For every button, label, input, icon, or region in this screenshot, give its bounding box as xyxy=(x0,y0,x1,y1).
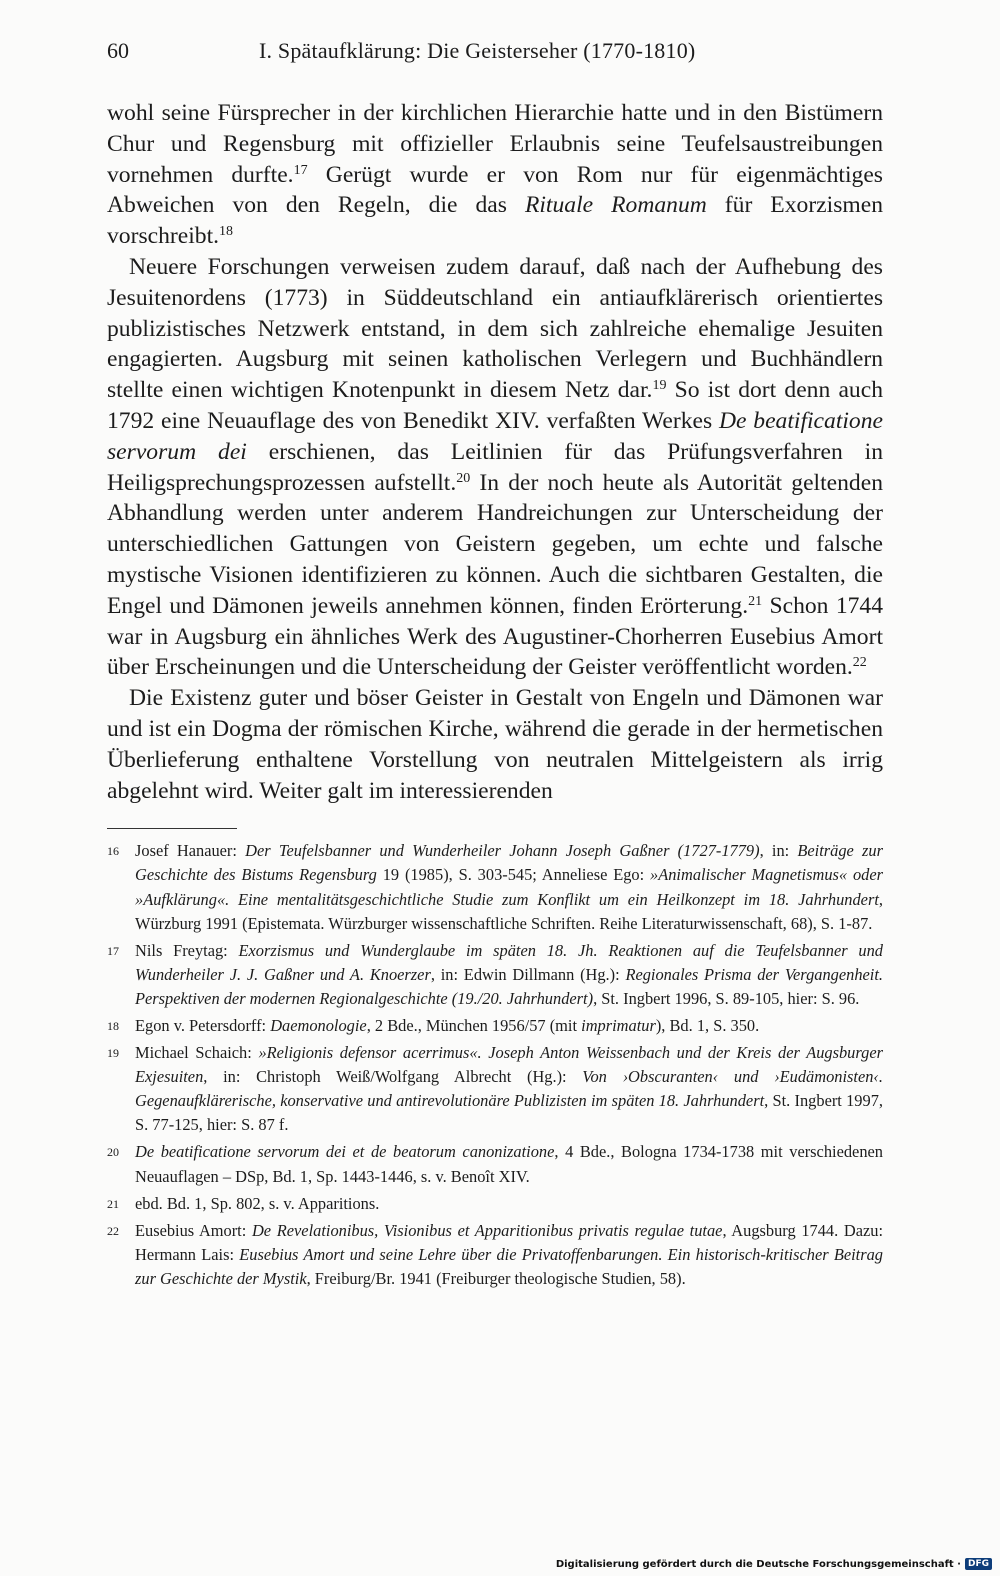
text-run: 19 (1985), S. 303-545; Anneliese Ego: xyxy=(376,865,651,885)
footnotes xyxy=(107,839,883,1291)
text-run: erschienen, das Leitlinien für das Prüfungsverfahren in Heiligsprechungsprozessen aufstellt. xyxy=(107,438,883,496)
text-run: , Würzburg 1991 (Epistemata. Würzburger wissenschaftliche Schriften. Reihe Literaturwissenschaft, 68), S. 1-87. xyxy=(135,889,883,933)
text-run: , 4 Bde., Bologna 1734-1738 mit verschiedenen Neuauflagen – DSp, Bd. 1, Sp. 1443-1446, s. v. Benoît XIV. xyxy=(135,1142,883,1186)
italic-title: De Revelationibus, Visionibus et Apparitionibus privatis regulae tutae xyxy=(251,1220,723,1240)
book-page xyxy=(107,30,883,1294)
text-run: Egon v. Petersdorff: xyxy=(135,1015,271,1035)
footnote-number: 19 xyxy=(107,1046,119,1061)
text-run: für Exorzismen vorschreibt. xyxy=(107,192,883,250)
footnote-22 xyxy=(107,1219,883,1291)
text-run: Josef Hanauer: xyxy=(135,841,246,861)
italic-title: De beatificatione servorum dei xyxy=(107,407,884,465)
text-run: Nils Freytag: xyxy=(135,940,239,960)
paragraph-3: Die Existenz guter und böser Geister in Gestalt von Engeln und Dämonen war und ist ein Dogma der römischen Kirche, während die gerade in der hermetischen Überlieferung enthaltene Vorstellung von neutralen Mittelgeistern als irrig abgelehnt wird. Weiter galt im interessierenden xyxy=(107,685,883,804)
italic-title: »Religionis defensor acerrimus«. Joseph Anton Weissenbach und der Kreis der Augsburger Exjesuiten xyxy=(135,1043,883,1087)
footnote-ref[interactable]: 18 xyxy=(219,224,234,240)
text-run: , in: Christoph Weiß/Wolfgang Albrecht (Hg.): xyxy=(203,1067,583,1087)
text-run: wohl seine Fürsprecher in der kirchlichen Hierarchie hatte und in den Bistümern Chur und Regensburg mit offizieller Erlaubnis seine Teufelsaustreibungen vornehmen durfte. xyxy=(107,100,883,188)
digitization-credit xyxy=(556,1556,992,1572)
text-run: Michael Schaich: xyxy=(135,1043,259,1063)
text-run: , St. Ingbert 1997, S. 77-125, hier: S. 87 f. xyxy=(135,1091,883,1135)
italic-title: »Animalischer Magnetismus« oder »Aufklärung«. Eine mentalitätsgeschichtliche Studie zum Konflikt um ein Heilkonzept im 18. Jahrhundert xyxy=(135,865,883,909)
italic-title: Von ›Obscuranten‹ und ›Eudämonisten‹. Gegenaufklärerische, konservative und antirevolutionäre Publizisten im späten 18. Jahrhundert xyxy=(135,1067,883,1111)
text-run: , St. Ingbert 1996, S. 89-105, hier: S. 96. xyxy=(593,988,860,1008)
credit-text: Digitalisierung gefördert durch die Deutsche Forschungsgemeinschaft · xyxy=(555,1558,961,1570)
italic-title: imprimatur xyxy=(581,1015,656,1035)
text-run: , in: Edwin Dillmann (Hg.): xyxy=(430,964,626,984)
paragraph-1 xyxy=(107,98,883,252)
footnote-number: 22 xyxy=(107,1223,119,1238)
footnote-separator xyxy=(107,828,237,829)
footnote-21 xyxy=(107,1192,883,1216)
footnote-number: 18 xyxy=(107,1018,119,1033)
footnote-16 xyxy=(107,839,883,935)
footnote-ref[interactable]: 17 xyxy=(293,162,308,178)
text-run: So ist dort denn auch 1792 eine Neuauflage des von Benedikt XIV. verfaßten Werkes xyxy=(107,377,883,434)
footnote-number: 17 xyxy=(107,943,119,958)
italic-title: Beiträge zur Geschichte des Bistums Regensburg xyxy=(135,841,883,885)
running-title: I. Spätaufklärung: Die Geisterseher (1770-1810) xyxy=(259,38,696,63)
text-run: Schon 1744 war in Augsburg ein ähnliches Werk des Augustiner-Chorherren Eusebius Amort über Erscheinungen und die Unterscheidung der Geister veröffentlicht worden. xyxy=(107,592,883,681)
italic-title: Der Teufelsbanner und Wunderheiler Johann Joseph Gaßner (1727-1779) xyxy=(245,841,760,861)
text-run: , Augsburg 1744. Dazu: Hermann Lais: xyxy=(135,1220,884,1264)
text-run: , 2 Bde., München 1956/57 (mit xyxy=(366,1015,582,1035)
italic-title: De beatificatione servorum dei et de beatorum canonizatione xyxy=(135,1142,555,1162)
text-run: Neuere Forschungen verweisen zudem darauf, daß nach der Aufhebung des Jesuitenordens (1773) in Süddeutschland ein antiaufklärerisch orientiertes publizistisches Netzwerk entstand, in dem sich zahlreiche ehemalige Jesuiten engagierten. Augsburg mit seinen katholischen Verlegern und Buchhändlern stellte einen wichtigen Knotenpunkt in diesem Netz dar. xyxy=(107,253,883,404)
footnote-18 xyxy=(107,1014,883,1038)
dfg-logo: DFG xyxy=(965,1558,992,1570)
text-run: , Freiburg/Br. 1941 (Freiburger theologische Studien, 58). xyxy=(306,1268,686,1288)
italic-title: Daemonologie xyxy=(270,1015,367,1035)
main-text xyxy=(107,98,883,806)
page-number: 60 xyxy=(107,38,129,63)
footnote-number: 16 xyxy=(107,844,119,859)
footnote-ref[interactable]: 20 xyxy=(456,470,471,486)
footnote-number: 21 xyxy=(107,1196,119,1211)
text-run: ), Bd. 1, S. 350. xyxy=(655,1015,760,1035)
italic-title: Rituale Romanum xyxy=(524,192,707,219)
footnote-20 xyxy=(107,1140,883,1188)
footnote-19 xyxy=(107,1041,883,1137)
paragraph-2 xyxy=(107,252,883,683)
text-run: ebd. Bd. 1, Sp. 802, s. v. Apparitions. xyxy=(135,1193,380,1213)
footnote-17 xyxy=(107,939,883,1011)
footnote-ref[interactable]: 19 xyxy=(652,378,667,394)
footnote-number: 20 xyxy=(107,1145,119,1160)
text-run: In der noch heute als Autorität geltenden Abhandlung werden unter anderem Handreichungen zur Unterscheidung der unterschiedlichen Gattungen von Geistern gegeben, um echte und falsche mystische Visionen identifizieren zu können. Auch die sichtbaren Gestalten, die Engel und Dämonen jeweils annehmen können, finden Erörterung. xyxy=(107,469,884,619)
footnote-ref[interactable]: 21 xyxy=(748,593,763,609)
italic-title: Regionales Prisma der Vergangenheit. Perspektiven der modernen Regionalgeschichte (19./20. Jahrhundert) xyxy=(135,964,883,1008)
footnote-ref[interactable]: 22 xyxy=(852,655,867,671)
text-run: , in: xyxy=(759,841,798,861)
text-run: Gerügt wurde er von Rom nur für eigenmächtiges Abweichen von den Regeln, die das xyxy=(107,161,883,219)
running-header xyxy=(107,30,883,70)
text-run: Eusebius Amort: xyxy=(135,1220,252,1240)
italic-title: Exorzismus und Wunderglaube im späten 18. Jh. Reaktionen auf die Teufelsbanner und Wunderheiler J. J. Gaßner und A. Knoerzer xyxy=(135,940,883,984)
italic-title: Eusebius Amort und seine Lehre über die Privatoffenbarungen. Ein historisch-kritischer Beitrag zur Geschichte der Mystik xyxy=(135,1244,883,1288)
